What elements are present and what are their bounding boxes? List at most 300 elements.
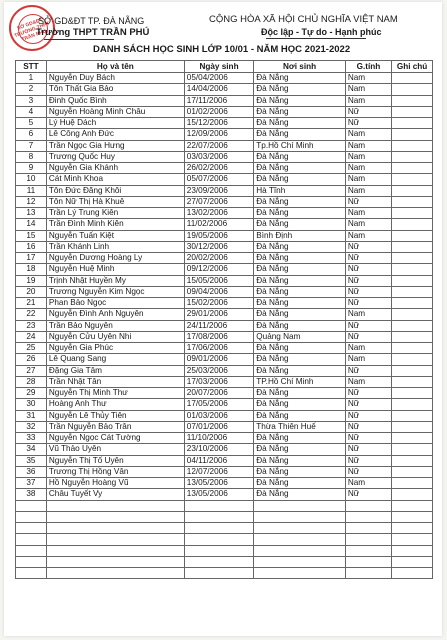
cell-name: Trần Khánh Linh [46,241,184,252]
cell-note [392,410,433,421]
cell-gender: Nữ [345,365,391,376]
table-row [16,73,433,84]
cell-stt: 20 [16,286,47,297]
cell-birthdate: 12/09/2006 [184,129,254,140]
cell-gender: Nữ [345,241,391,252]
cell-birthdate: 05/04/2006 [184,73,254,84]
cell-birthdate: 11/10/2006 [184,433,254,444]
cell-name: Trần Đình Minh Kiên [46,219,184,230]
cell-birthplace: TP.Hồ Chí Minh [254,376,346,387]
cell-note [392,298,433,309]
cell-birthplace: Đà Nẵng [254,309,346,320]
cell-birthdate [184,534,254,545]
cell-birthdate [184,568,254,579]
cell-birthplace: Đà Nẵng [254,365,346,376]
cell-gender: Nữ [345,196,391,207]
cell-name: Nguyễn Đình Anh Nguyên [46,309,184,320]
cell-stt: 21 [16,298,47,309]
column-header-birthplace: Nơi sinh [254,61,346,73]
cell-gender: Nữ [345,286,391,297]
cell-birthplace: Đà Nẵng [254,84,346,95]
cell-stt [16,511,47,522]
cell-gender: Nữ [345,106,391,117]
table-row [16,286,433,297]
cell-birthplace: Đà Nẵng [254,163,346,174]
cell-note [392,140,433,151]
national-motto: Độc lập - Tự do - Hạnh phúc [261,27,382,37]
table-row [16,84,433,95]
cell-note [392,84,433,95]
cell-stt: 34 [16,444,47,455]
cell-gender [345,568,391,579]
table-row [16,253,433,264]
cell-name: Trần Bảo Nguyên [46,320,184,331]
cell-birthplace: Đà Nẵng [254,264,346,275]
cell-birthplace: Đà Nẵng [254,343,346,354]
table-row [16,444,433,455]
table-row-empty [16,534,433,545]
cell-name: Trương Quốc Huy [46,151,184,162]
table-header-row [16,61,433,73]
cell-stt: 24 [16,331,47,342]
cell-name: Tôn Nữ Thị Hà Khuê [46,196,184,207]
cell-stt: 23 [16,320,47,331]
cell-birthplace: Đà Nẵng [254,73,346,84]
cell-stt [16,556,47,567]
cell-note [392,208,433,219]
cell-note [392,478,433,489]
cell-note [392,421,433,432]
cell-name: Lê Công Anh Đức [46,129,184,140]
table-row [16,320,433,331]
cell-birthplace: Đà Nẵng [254,208,346,219]
cell-stt: 25 [16,343,47,354]
cell-name: Nguyễn Duy Bách [46,73,184,84]
cell-birthdate: 30/12/2006 [184,241,254,252]
cell-stt [16,545,47,556]
cell-gender: Nam [345,219,391,230]
cell-birthplace: Đà Nẵng [254,95,346,106]
cell-birthplace: Đà Nẵng [254,320,346,331]
cell-stt [16,568,47,579]
cell-stt: 37 [16,478,47,489]
table-row [16,95,433,106]
cell-birthplace: Đà Nẵng [254,410,346,421]
cell-gender: Nữ [345,399,391,410]
cell-note [392,354,433,365]
cell-stt: 17 [16,253,47,264]
table-row-empty [16,545,433,556]
cell-birthplace [254,511,346,522]
cell-stt: 15 [16,230,47,241]
cell-name: Trần Nguyễn Bảo Trân [46,421,184,432]
cell-birthdate: 17/11/2006 [184,95,254,106]
cell-name: Tôn Thất Gia Bảo [46,84,184,95]
cell-name: Nguyễn Cửu Uyên Nhi [46,331,184,342]
cell-birthdate [184,523,254,534]
table-row [16,478,433,489]
cell-birthplace [254,556,346,567]
cell-name: Nguyễn Huệ Minh [46,264,184,275]
cell-birthdate: 13/02/2006 [184,208,254,219]
table-row [16,241,433,252]
cell-birthplace [254,523,346,534]
table-row-empty [16,523,433,534]
column-header-gender: G.tính [345,61,391,73]
cell-note [392,264,433,275]
cell-note [392,545,433,556]
school-underline [44,39,114,40]
cell-birthdate: 09/04/2006 [184,286,254,297]
cell-name: Tôn Đức Đăng Khôi [46,185,184,196]
cell-name: Phan Bảo Ngọc [46,298,184,309]
cell-note [392,500,433,511]
cell-name: Trần Nhật Tân [46,376,184,387]
cell-birthdate: 13/05/2006 [184,478,254,489]
table-row [16,219,433,230]
cell-stt: 1 [16,73,47,84]
cell-birthdate: 15/05/2006 [184,275,254,286]
cell-gender [345,523,391,534]
table-row [16,230,433,241]
cell-birthdate: 09/12/2006 [184,264,254,275]
cell-birthplace: Đà Nẵng [254,275,346,286]
cell-stt: 19 [16,275,47,286]
cell-birthplace [254,568,346,579]
cell-note [392,433,433,444]
table-row [16,433,433,444]
cell-stt: 33 [16,433,47,444]
cell-birthplace: Đà Nẵng [254,219,346,230]
cell-gender: Nữ [345,320,391,331]
cell-birthdate [184,545,254,556]
cell-gender: Nam [345,478,391,489]
cell-gender: Nam [345,309,391,320]
cell-name: Đặng Gia Tâm [46,365,184,376]
cell-birthdate: 27/07/2006 [184,196,254,207]
cell-note [392,185,433,196]
column-header-birthdate: Ngày sinh [184,61,254,73]
cell-note [392,196,433,207]
cell-name: Nguyễn Lê Thủy Tiên [46,410,184,421]
cell-gender: Nữ [345,275,391,286]
cell-birthdate: 09/01/2006 [184,354,254,365]
cell-note [392,275,433,286]
cell-note [392,343,433,354]
cell-stt: 18 [16,264,47,275]
cell-gender: Nam [345,185,391,196]
cell-birthplace: Đà Nẵng [254,478,346,489]
cell-note [392,455,433,466]
cell-stt: 9 [16,163,47,174]
cell-stt: 16 [16,241,47,252]
cell-note [392,174,433,185]
cell-birthdate: 25/03/2006 [184,365,254,376]
cell-stt: 10 [16,174,47,185]
cell-birthplace: Bình Định [254,230,346,241]
cell-gender [345,500,391,511]
cell-name: Nguyễn Hoàng Minh Châu [46,106,184,117]
cell-gender: Nam [345,140,391,151]
cell-gender: Nữ [345,489,391,500]
cell-gender: Nam [345,73,391,84]
cell-birthdate: 15/12/2006 [184,118,254,129]
cell-gender [345,545,391,556]
cell-name [46,568,184,579]
cell-name: Châu Tuyết Vy [46,489,184,500]
cell-birthplace: Đà Nẵng [254,196,346,207]
cell-birthplace: Đà Nẵng [254,444,346,455]
cell-gender: Nam [345,163,391,174]
cell-birthplace: Quảng Nam [254,331,346,342]
cell-note [392,286,433,297]
cell-gender: Nữ [345,298,391,309]
cell-stt: 29 [16,388,47,399]
cell-birthplace: Tp.Hồ Chí Minh [254,140,346,151]
cell-birthplace: Thừa Thiên Huế [254,421,346,432]
cell-note [392,365,433,376]
cell-birthdate: 20/07/2006 [184,388,254,399]
cell-birthplace: Đà Nẵng [254,388,346,399]
cell-gender: Nữ [345,331,391,342]
cell-birthdate: 17/08/2006 [184,331,254,342]
document-title: DANH SÁCH HỌC SINH LỚP 10/01 - NĂM HỌC 2021-2022 [93,44,351,55]
cell-name: Nguyễn Dương Hoàng Ly [46,253,184,264]
cell-note [392,466,433,477]
cell-birthdate: 17/03/2006 [184,376,254,387]
table-row-empty [16,500,433,511]
cell-name: Nguyễn Thị Tố Uyên [46,455,184,466]
cell-stt: 3 [16,95,47,106]
cell-birthdate: 04/11/2006 [184,455,254,466]
cell-birthplace: Đà Nẵng [254,129,346,140]
cell-gender: Nữ [345,433,391,444]
table-row-empty [16,556,433,567]
table-row [16,399,433,410]
cell-birthplace: Đà Nẵng [254,174,346,185]
column-header-note: Ghi chú [392,61,433,73]
cell-note [392,219,433,230]
cell-note [392,556,433,567]
table-row [16,174,433,185]
cell-note [392,320,433,331]
cell-name: Hồ Nguyễn Hoàng Vũ [46,478,184,489]
table-row [16,163,433,174]
cell-note [392,95,433,106]
department-name: SỞ GD&ĐT TP. ĐÀ NẴNG [38,16,145,26]
table-row [16,343,433,354]
cell-stt: 7 [16,140,47,151]
cell-birthplace: Đà Nẵng [254,354,346,365]
cell-gender: Nữ [345,466,391,477]
cell-name: Vũ Thảo Uyên [46,444,184,455]
cell-birthdate: 19/05/2006 [184,230,254,241]
student-roster-table [15,60,433,579]
cell-gender: Nam [345,151,391,162]
cell-birthdate [184,511,254,522]
table-row [16,466,433,477]
cell-name: Đinh Quốc Bình [46,95,184,106]
cell-stt: 26 [16,354,47,365]
cell-gender [345,534,391,545]
cell-gender [345,511,391,522]
table-row [16,309,433,320]
cell-birthdate: 05/07/2006 [184,174,254,185]
cell-name [46,511,184,522]
table-row [16,298,433,309]
table-row [16,196,433,207]
cell-stt: 27 [16,365,47,376]
table-row-empty [16,511,433,522]
cell-birthdate: 14/04/2006 [184,84,254,95]
cell-birthdate: 20/02/2006 [184,253,254,264]
cell-stt [16,500,47,511]
cell-stt: 2 [16,84,47,95]
table-row [16,376,433,387]
cell-birthdate [184,556,254,567]
cell-gender [345,556,391,567]
cell-gender: Nam [345,343,391,354]
cell-name [46,523,184,534]
cell-name: Nguyễn Gia Phúc [46,343,184,354]
cell-birthdate: 17/06/2006 [184,343,254,354]
table-row [16,410,433,421]
cell-name: Nguyễn Tuấn Kiệt [46,230,184,241]
cell-birthplace: Đà Nẵng [254,286,346,297]
cell-birthplace: Đà Nẵng [254,399,346,410]
cell-name: Hoàng Anh Thư [46,399,184,410]
cell-birthdate: 01/02/2006 [184,106,254,117]
cell-birthplace: Đà Nẵng [254,466,346,477]
table-row [16,185,433,196]
cell-gender: Nữ [345,421,391,432]
cell-stt: 6 [16,129,47,140]
cell-stt: 35 [16,455,47,466]
table-row-empty [16,568,433,579]
cell-note [392,118,433,129]
cell-birthdate: 29/01/2006 [184,309,254,320]
cell-stt: 22 [16,309,47,320]
cell-note [392,444,433,455]
republic-title: CỘNG HÒA XÃ HỘI CHỦ NGHĨA VIỆT NAM [209,14,398,25]
cell-stt: 28 [16,376,47,387]
table-row [16,118,433,129]
cell-name [46,534,184,545]
cell-birthplace: Đà Nẵng [254,433,346,444]
cell-note [392,73,433,84]
cell-gender: Nam [345,376,391,387]
cell-name: Trần Lý Trung Kiên [46,208,184,219]
cell-stt: 4 [16,106,47,117]
cell-stt: 11 [16,185,47,196]
column-header-name: Họ và tên [46,61,184,73]
table-row [16,489,433,500]
cell-note [392,151,433,162]
cell-note [392,511,433,522]
cell-stt: 31 [16,410,47,421]
cell-name: Nguyễn Gia Khánh [46,163,184,174]
cell-birthdate: 12/07/2006 [184,466,254,477]
cell-note [392,489,433,500]
table-row [16,421,433,432]
cell-birthplace: Đà Nẵng [254,298,346,309]
cell-birthplace: Đà Nẵng [254,241,346,252]
cell-gender: Nam [345,84,391,95]
cell-birthdate: 13/05/2006 [184,489,254,500]
cell-note [392,376,433,387]
cell-note [392,106,433,117]
cell-stt: 32 [16,421,47,432]
table-row [16,365,433,376]
cell-name [46,500,184,511]
school-name: Trường THPT TRẦN PHÚ [36,27,150,38]
cell-stt: 13 [16,208,47,219]
cell-birthdate: 17/05/2006 [184,399,254,410]
cell-birthplace: Đà Nẵng [254,106,346,117]
cell-birthdate: 23/10/2006 [184,444,254,455]
cell-name [46,556,184,567]
cell-birthplace: Đà Nẵng [254,151,346,162]
cell-stt: 12 [16,196,47,207]
cell-stt: 8 [16,151,47,162]
cell-name: Nguyễn Ngọc Cát Tường [46,433,184,444]
cell-birthdate: 22/07/2006 [184,140,254,151]
cell-stt [16,523,47,534]
cell-birthplace [254,534,346,545]
cell-gender: Nam [345,208,391,219]
cell-gender: Nữ [345,118,391,129]
table-row [16,354,433,365]
cell-gender: Nam [345,230,391,241]
cell-birthdate: 15/02/2006 [184,298,254,309]
cell-gender: Nữ [345,253,391,264]
table-row [16,331,433,342]
cell-birthdate: 07/01/2006 [184,421,254,432]
cell-stt: 14 [16,219,47,230]
stamp-text: SỞ GD&ĐT TRƯỜNG THPT TRẦN PHÚ [13,16,51,43]
cell-gender: Nam [345,174,391,185]
cell-name: Nguyễn Thị Minh Thư [46,388,184,399]
cell-gender: Nữ [345,444,391,455]
cell-gender: Nữ [345,388,391,399]
cell-gender: Nữ [345,410,391,421]
cell-birthplace: Đà Nẵng [254,118,346,129]
cell-stt [16,534,47,545]
cell-birthplace: Đà Nẵng [254,253,346,264]
table-row [16,106,433,117]
cell-name: Cát Minh Khoa [46,174,184,185]
cell-name: Lê Quang Sang [46,354,184,365]
cell-note [392,331,433,342]
cell-name: Lý Huệ Dách [46,118,184,129]
cell-birthplace: Hà Tĩnh [254,185,346,196]
table-row [16,208,433,219]
cell-birthplace: Đà Nẵng [254,489,346,500]
cell-note [392,253,433,264]
cell-birthdate: 26/02/2006 [184,163,254,174]
cell-birthplace: Đà Nẵng [254,455,346,466]
cell-birthdate [184,500,254,511]
cell-name: Trịnh Nhật Huyền My [46,275,184,286]
table-row [16,140,433,151]
cell-name [46,545,184,556]
table-row [16,129,433,140]
cell-birthdate: 11/02/2006 [184,219,254,230]
cell-gender: Nữ [345,264,391,275]
cell-note [392,399,433,410]
cell-stt: 5 [16,118,47,129]
cell-birthdate: 24/11/2006 [184,320,254,331]
